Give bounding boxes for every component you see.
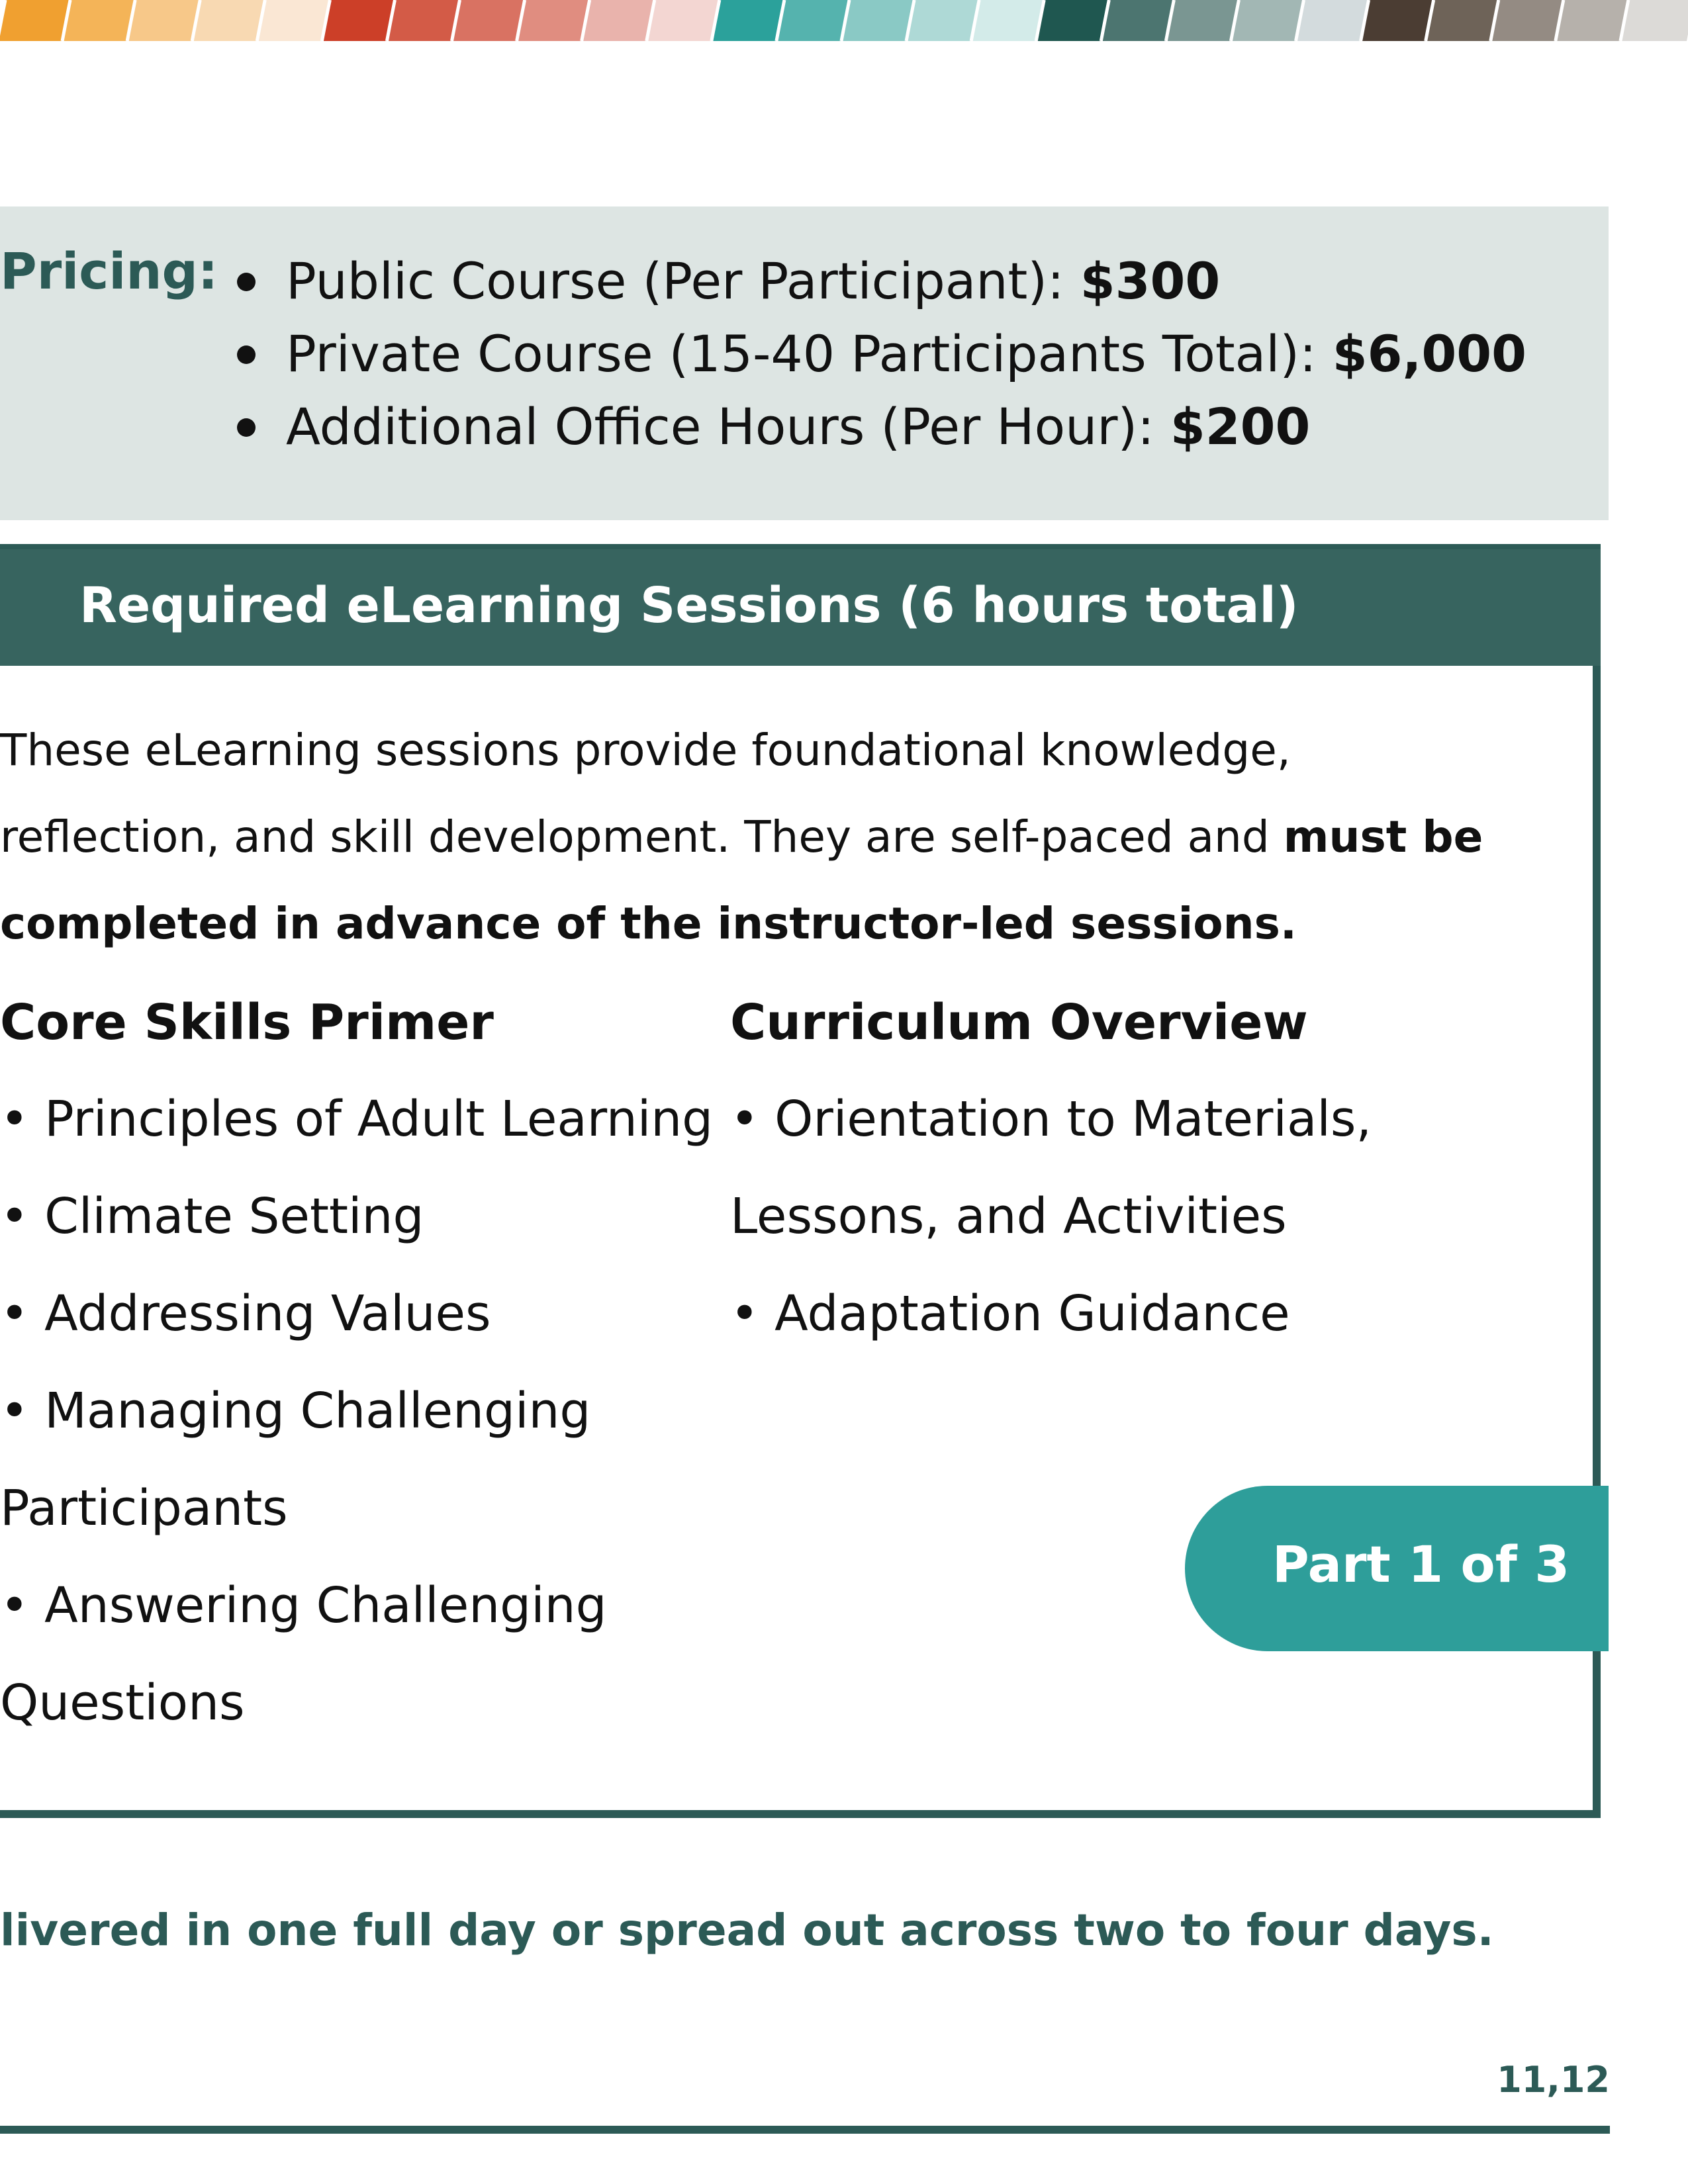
band-segment: [1101, 0, 1175, 41]
band-segment: [127, 0, 201, 41]
list-item: • Principles of Adult Learning: [0, 1091, 714, 1148]
band-segment: [1166, 0, 1240, 41]
pricing-item: [230, 245, 1526, 318]
bullet-icon: [237, 273, 256, 291]
band-segment: [62, 0, 136, 41]
band-segment: [1231, 0, 1305, 41]
list-item: • Climate Setting: [0, 1188, 424, 1245]
elearning-intro-text: These eLearning sessions provide foundational knowledge, reflection, and skill development. They are self-paced and: [0, 725, 1291, 862]
decorative-color-band: [0, 0, 1688, 41]
list-item: Lessons, and Activities: [730, 1188, 1287, 1245]
pricing-list: [230, 245, 1526, 463]
core-skills-heading: Core Skills Primer: [0, 994, 494, 1051]
band-segment: [776, 0, 851, 41]
pricing-item-text: Private Course (15-40 Participants Total):: [286, 324, 1333, 383]
pricing-item: [230, 390, 1526, 463]
list-item: • Answering Challenging: [0, 1577, 607, 1634]
list-item: • Managing Challenging: [0, 1383, 591, 1439]
pricing-item-price: $300: [1080, 251, 1221, 310]
pricing-item-text: Additional Office Hours (Per Hour):: [286, 397, 1170, 456]
bullet-icon: [237, 418, 256, 437]
band-segment: [582, 0, 656, 41]
band-segment: [1620, 0, 1688, 41]
band-segment: [1556, 0, 1630, 41]
band-segment: [192, 0, 266, 41]
elearning-intro: [0, 707, 1523, 967]
band-segment: [1361, 0, 1435, 41]
list-item: • Adaptation Guidance: [730, 1285, 1290, 1342]
band-segment: [387, 0, 461, 41]
list-item: Participants: [0, 1480, 288, 1537]
band-segment: [971, 0, 1045, 41]
pricing-item: [230, 318, 1526, 390]
band-segment: [0, 0, 71, 41]
list-item: • Orientation to Materials,: [730, 1091, 1372, 1148]
part-badge-label: Part 1 of 3: [1272, 1535, 1570, 1594]
core-skills-list: [0, 1071, 713, 1752]
band-segment: [1036, 0, 1110, 41]
band-segment: [647, 0, 721, 41]
pricing-item-price: $6,000: [1332, 324, 1527, 383]
bullet-icon: [237, 345, 256, 364]
band-segment: [517, 0, 591, 41]
band-segment: [841, 0, 915, 41]
band-segment: [452, 0, 526, 41]
list-item: • Addressing Values: [0, 1285, 491, 1342]
band-segment: [712, 0, 786, 41]
delivery-note: livered in one full day or spread out across two to four days.: [0, 1905, 1494, 1956]
band-segment: [1426, 0, 1500, 41]
band-segment: [322, 0, 396, 41]
list-item: Questions: [0, 1674, 245, 1731]
band-segment: [906, 0, 980, 41]
page-number: 11,12: [1497, 2059, 1610, 2101]
pricing-item-text: Public Course (Per Participant):: [286, 251, 1080, 310]
elearning-title: Required eLearning Sessions (6 hours total): [79, 577, 1299, 634]
band-segment: [1296, 0, 1370, 41]
pricing-label: Pricing:: [0, 242, 218, 300]
pricing-item-price: $200: [1170, 397, 1311, 456]
curriculum-overview-list: [730, 1071, 1372, 1363]
band-segment: [1491, 0, 1565, 41]
elearning-intro-emphasis: must be completed in advance of the instructor-led sessions.: [0, 811, 1483, 949]
curriculum-overview-heading: Curriculum Overview: [730, 994, 1308, 1051]
footer-rule: [0, 2126, 1610, 2134]
band-segment: [257, 0, 331, 41]
